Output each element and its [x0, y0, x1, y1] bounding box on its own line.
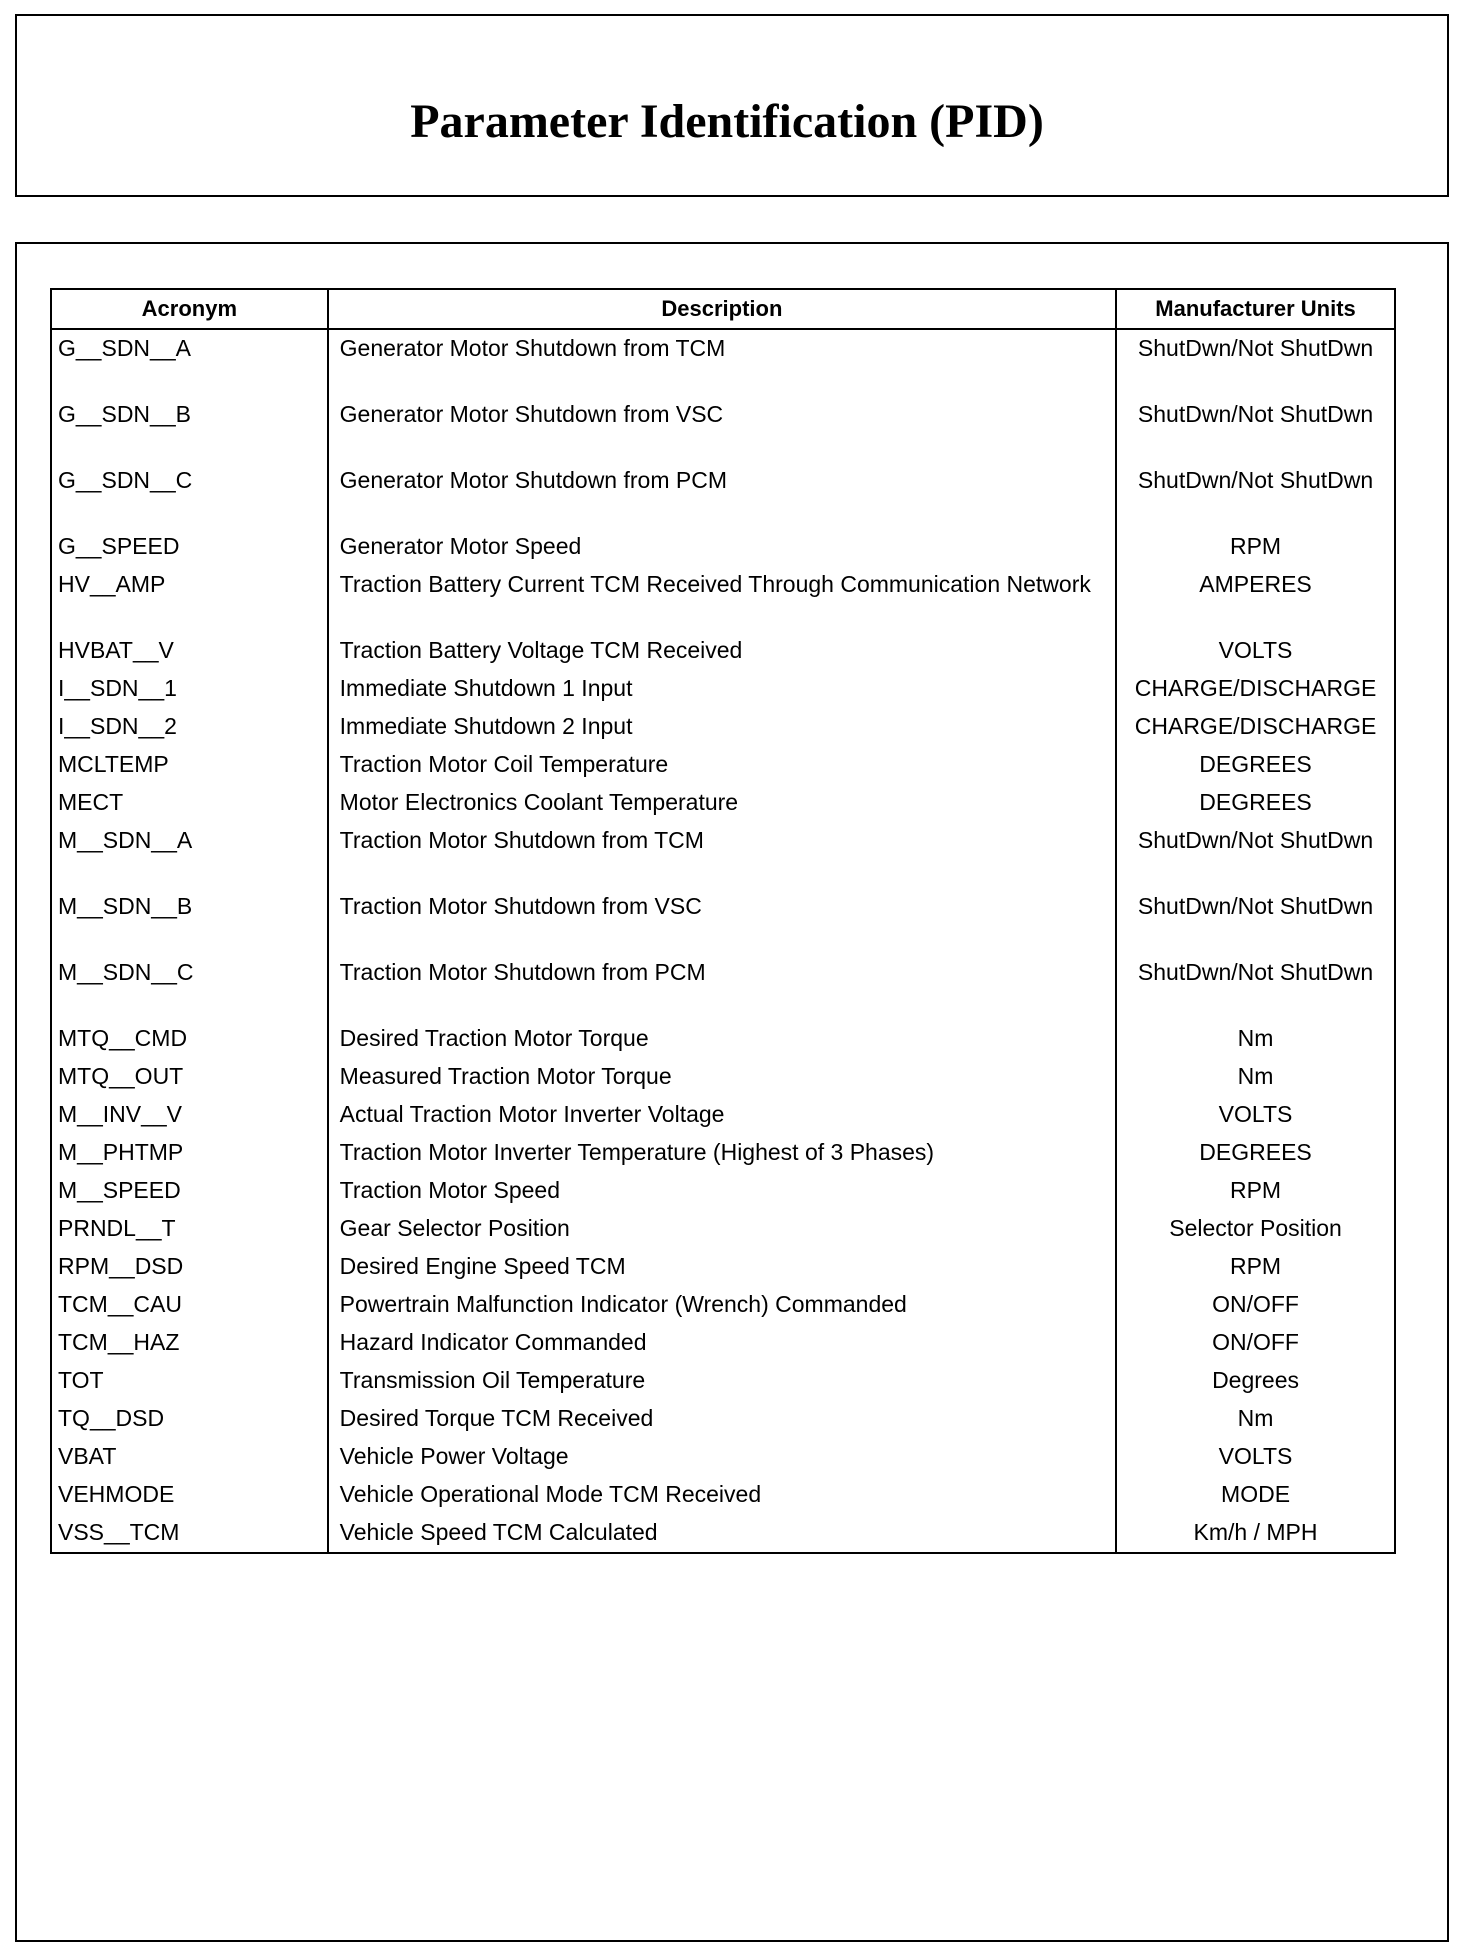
units-cell: ShutDwn/Not ShutDwn [1116, 329, 1395, 396]
units-cell: RPM [1116, 528, 1395, 566]
table-row [51, 1096, 1395, 1134]
table-row [51, 1476, 1395, 1514]
table-row [51, 462, 1395, 528]
page-title: Parameter Identification (PID) [410, 95, 1044, 148]
units-cell: DEGREES [1116, 1134, 1395, 1172]
description-cell: Vehicle Speed TCM Calculated [328, 1514, 1116, 1553]
table-row [51, 566, 1395, 632]
description-cell: Generator Motor Speed [328, 528, 1116, 566]
description-cell: Traction Motor Shutdown from TCM [328, 822, 1116, 888]
units-cell: Degrees [1116, 1362, 1395, 1400]
table-row [51, 1438, 1395, 1476]
units-cell: CHARGE/DISCHARGE [1116, 670, 1395, 708]
description-cell: Generator Motor Shutdown from VSC [328, 396, 1116, 462]
acronym-cell: VEHMODE [51, 1476, 328, 1514]
description-cell: Traction Battery Current TCM Received Through Communication Network [328, 566, 1116, 632]
table-row [51, 1400, 1395, 1438]
units-cell: ShutDwn/Not ShutDwn [1116, 954, 1395, 1020]
table-row [51, 1020, 1395, 1058]
description-cell: Immediate Shutdown 1 Input [328, 670, 1116, 708]
acronym-cell: MCLTEMP [51, 746, 328, 784]
units-cell: DEGREES [1116, 746, 1395, 784]
units-cell: RPM [1116, 1172, 1395, 1210]
table-row [51, 1172, 1395, 1210]
description-cell: Traction Motor Coil Temperature [328, 746, 1116, 784]
units-cell: Selector Position [1116, 1210, 1395, 1248]
description-cell: Desired Torque TCM Received [328, 1400, 1116, 1438]
description-cell: Generator Motor Shutdown from PCM [328, 462, 1116, 528]
table-row [51, 746, 1395, 784]
units-cell: Nm [1116, 1058, 1395, 1096]
units-cell: ShutDwn/Not ShutDwn [1116, 396, 1395, 462]
units-cell: Nm [1116, 1020, 1395, 1058]
table-row [51, 1248, 1395, 1286]
description-cell: Gear Selector Position [328, 1210, 1116, 1248]
table-row [51, 1210, 1395, 1248]
description-cell: Traction Motor Shutdown from PCM [328, 954, 1116, 1020]
table-row [51, 1514, 1395, 1553]
acronym-cell: RPM__DSD [51, 1248, 328, 1286]
acronym-cell: TOT [51, 1362, 328, 1400]
units-cell: Km/h / MPH [1116, 1514, 1395, 1553]
acronym-cell: M__SDN__B [51, 888, 328, 954]
acronym-cell: I__SDN__1 [51, 670, 328, 708]
acronym-cell: VBAT [51, 1438, 328, 1476]
description-cell: Desired Engine Speed TCM [328, 1248, 1116, 1286]
units-cell: RPM [1116, 1248, 1395, 1286]
table-row [51, 396, 1395, 462]
description-cell: Vehicle Operational Mode TCM Received [328, 1476, 1116, 1514]
title-box [15, 14, 1449, 197]
table-row [51, 528, 1395, 566]
acronym-cell: G__SDN__C [51, 462, 328, 528]
units-cell: VOLTS [1116, 1438, 1395, 1476]
table-header-row [51, 289, 1395, 329]
table-row [51, 1324, 1395, 1362]
acronym-cell: M__SDN__A [51, 822, 328, 888]
description-cell: Measured Traction Motor Torque [328, 1058, 1116, 1096]
description-cell: Traction Motor Inverter Temperature (Highest of 3 Phases) [328, 1134, 1116, 1172]
acronym-cell: M__SDN__C [51, 954, 328, 1020]
acronym-cell: M__INV__V [51, 1096, 328, 1134]
table-row [51, 1286, 1395, 1324]
acronym-cell: MECT [51, 784, 328, 822]
units-cell: ON/OFF [1116, 1286, 1395, 1324]
units-cell: ON/OFF [1116, 1324, 1395, 1362]
table-row [51, 822, 1395, 888]
description-cell: Hazard Indicator Commanded [328, 1324, 1116, 1362]
table-row [51, 329, 1395, 396]
acronym-cell: MTQ__CMD [51, 1020, 328, 1058]
description-cell: Generator Motor Shutdown from TCM [328, 329, 1116, 396]
acronym-cell: PRNDL__T [51, 1210, 328, 1248]
table-row [51, 1362, 1395, 1400]
acronym-cell: VSS__TCM [51, 1514, 328, 1553]
units-cell: ShutDwn/Not ShutDwn [1116, 462, 1395, 528]
description-cell: Vehicle Power Voltage [328, 1438, 1116, 1476]
acronym-cell: M__PHTMP [51, 1134, 328, 1172]
description-cell: Actual Traction Motor Inverter Voltage [328, 1096, 1116, 1134]
units-cell: VOLTS [1116, 632, 1395, 670]
table-row [51, 632, 1395, 670]
table-row [51, 708, 1395, 746]
description-cell: Immediate Shutdown 2 Input [328, 708, 1116, 746]
table-row [51, 888, 1395, 954]
acronym-cell: TCM__CAU [51, 1286, 328, 1324]
description-cell: Motor Electronics Coolant Temperature [328, 784, 1116, 822]
description-cell: Traction Motor Shutdown from VSC [328, 888, 1116, 954]
units-cell: MODE [1116, 1476, 1395, 1514]
table-row [51, 954, 1395, 1020]
acronym-cell: HV__AMP [51, 566, 328, 632]
units-cell: AMPERES [1116, 566, 1395, 632]
description-cell: Traction Motor Speed [328, 1172, 1116, 1210]
units-cell: ShutDwn/Not ShutDwn [1116, 888, 1395, 954]
acronym-cell: TCM__HAZ [51, 1324, 328, 1362]
units-cell: ShutDwn/Not ShutDwn [1116, 822, 1395, 888]
acronym-cell: I__SDN__2 [51, 708, 328, 746]
acronym-cell: M__SPEED [51, 1172, 328, 1210]
table-row [51, 1058, 1395, 1096]
description-cell: Traction Battery Voltage TCM Received [328, 632, 1116, 670]
acronym-cell: G__SDN__A [51, 329, 328, 396]
table-row [51, 670, 1395, 708]
units-cell: CHARGE/DISCHARGE [1116, 708, 1395, 746]
description-cell: Powertrain Malfunction Indicator (Wrench) Commanded [328, 1286, 1116, 1324]
acronym-cell: G__SPEED [51, 528, 328, 566]
units-cell: DEGREES [1116, 784, 1395, 822]
units-cell: Nm [1116, 1400, 1395, 1438]
table-row [51, 784, 1395, 822]
table-row [51, 1134, 1395, 1172]
acronym-cell: TQ__DSD [51, 1400, 328, 1438]
description-cell: Desired Traction Motor Torque [328, 1020, 1116, 1058]
header-units: Manufacturer Units [1116, 289, 1395, 329]
description-cell: Transmission Oil Temperature [328, 1362, 1116, 1400]
header-description: Description [328, 289, 1116, 329]
pid-table [50, 288, 1396, 1554]
acronym-cell: G__SDN__B [51, 396, 328, 462]
header-acronym: Acronym [51, 289, 328, 329]
acronym-cell: HVBAT__V [51, 632, 328, 670]
units-cell: VOLTS [1116, 1096, 1395, 1134]
acronym-cell: MTQ__OUT [51, 1058, 328, 1096]
